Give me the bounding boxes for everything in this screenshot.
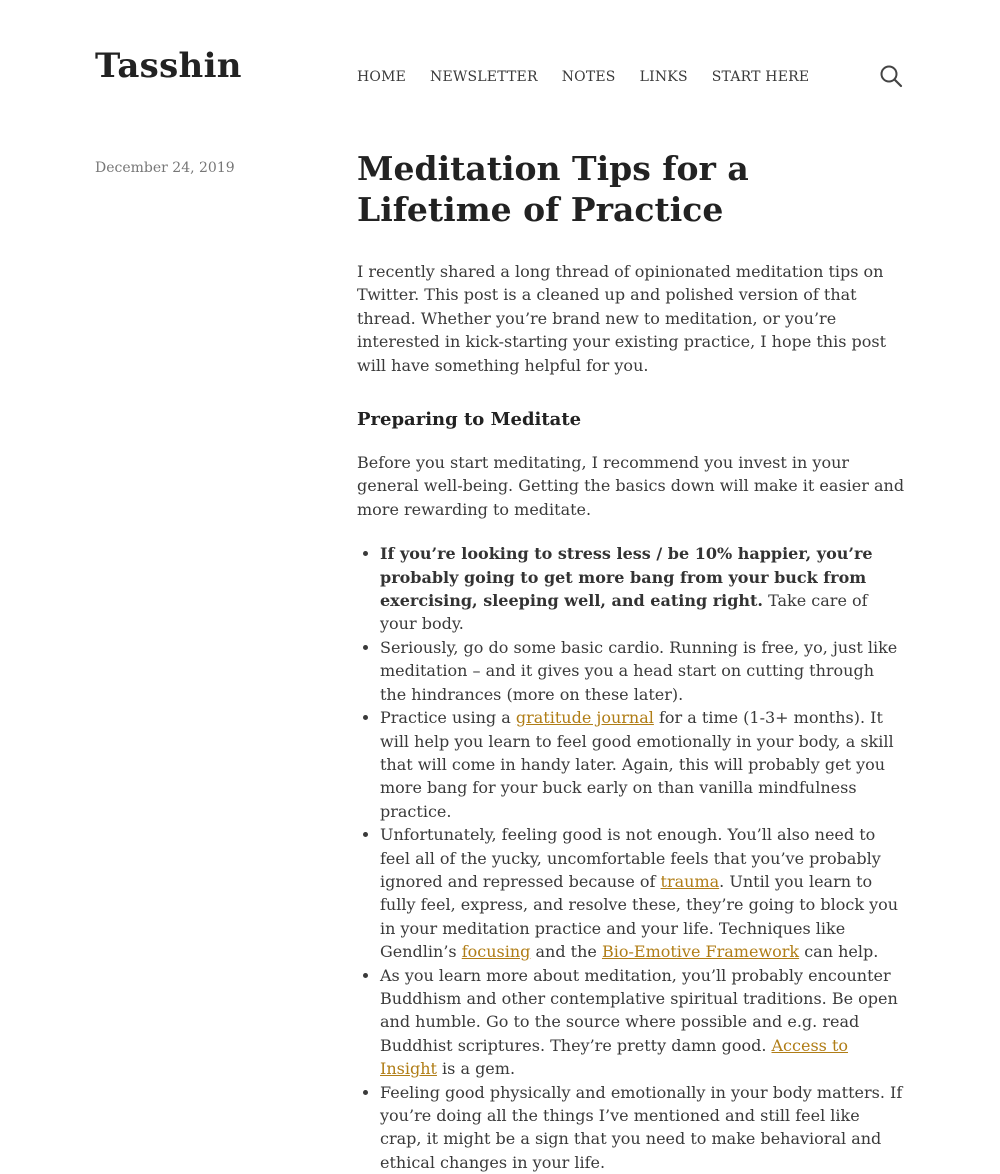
tip-text: can help.	[799, 942, 879, 962]
list-item	[380, 542, 905, 636]
access-to-insight-link[interactable]: Access to Insight	[380, 1035, 849, 1079]
trauma-link[interactable]: trauma	[660, 871, 720, 891]
focusing-link[interactable]: focusing	[461, 942, 531, 962]
tip-text: . Until you learn to fully feel, express, and resolve these, they’re going to block you in your meditation practice and your life. Techniques like Gendlin’s	[380, 871, 899, 962]
nav-item-start-here	[712, 66, 810, 87]
search-button[interactable]	[878, 63, 904, 89]
tip-text: and the	[530, 942, 602, 962]
nav-link-links[interactable]: LINKS	[639, 69, 688, 85]
nav-link-home[interactable]: HOME	[357, 69, 407, 85]
list-item	[380, 823, 905, 963]
section-heading: Preparing to Meditate	[357, 409, 582, 431]
site-title[interactable]: Tasshin	[95, 46, 242, 86]
tip-text: Practice using a	[380, 708, 516, 728]
tip-text: As you learn more about meditation, you’ll probably encounter Buddhism and other contemplative spiritual traditions. Be open and humble. Go to the source where possible and e.g. read Buddhist scriptures. They’re pretty damn good.	[380, 965, 898, 1055]
nav-item-links	[640, 66, 688, 87]
list-item	[380, 636, 905, 706]
list-item	[380, 1081, 905, 1174]
tips-list	[357, 542, 905, 1174]
post-content	[357, 148, 905, 1174]
gratitude-journal-link[interactable]: gratitude journal	[515, 708, 654, 728]
tip-text: Feeling good physically and emotionally in your body matters. If you’re doing all the things I’ve mentioned and still feel like crap, it might be a sign that you need to make behavioral and ethical changes in your life.	[380, 1082, 903, 1172]
tip-text: Seriously, go do some basic cardio. Running is free, yo, just like meditation – and it gives you a head start on cutting through the hindrances (more on these later).	[380, 637, 898, 704]
tip-text: is a gem.	[436, 1059, 516, 1079]
tip-bold-text: If you’re looking to stress less / be 10% happier, you’re probably going to get more bang from your buck from exercising, sleeping well, and eating right.	[380, 544, 873, 611]
bio-emotive-framework-link[interactable]: Bio-Emotive Framework	[601, 942, 800, 962]
section-intro-paragraph: Before you start meditating, I recommend you invest in your general well-being. Getting the basics down will make it easier and more rewarding to meditate.	[357, 453, 905, 519]
nav-link-notes[interactable]: NOTES	[561, 69, 616, 85]
tip-text: Take care of your body.	[380, 591, 868, 634]
list-item	[380, 706, 905, 823]
intro-paragraph: I recently shared a long thread of opinionated meditation tips on Twitter. This post is a cleaned up and polished version of that thread. Whether you’re brand new to meditation, or you’re interested in kick-starting your existing practice, I hope this post will have something helpful for you.	[357, 262, 887, 375]
list-item	[380, 964, 905, 1081]
nav-item-newsletter	[430, 66, 538, 87]
nav-link-newsletter[interactable]: NEWSLETTER	[430, 69, 538, 85]
nav-link-start-here[interactable]: START HERE	[711, 69, 810, 85]
post-date[interactable]: December 24, 2019	[95, 160, 235, 176]
nav-item-notes	[562, 66, 616, 87]
tip-text: for a time (1-3+ months). It will help you learn to feel good emotionally in your body, a skill that will come in handy later. Again, this will probably get you more bang for your buck early on than vanilla mindfulness practice.	[380, 708, 894, 821]
nav-item-home	[357, 66, 406, 87]
post-title: Meditation Tips for a Lifetime of Practice	[357, 149, 749, 229]
tip-text: Unfortunately, feeling good is not enough. You’ll also need to feel all of the yucky, uncomfortable feels that you’ve probably ignored and repressed because of	[380, 825, 881, 891]
main-nav	[357, 66, 833, 87]
search-icon	[878, 63, 904, 89]
